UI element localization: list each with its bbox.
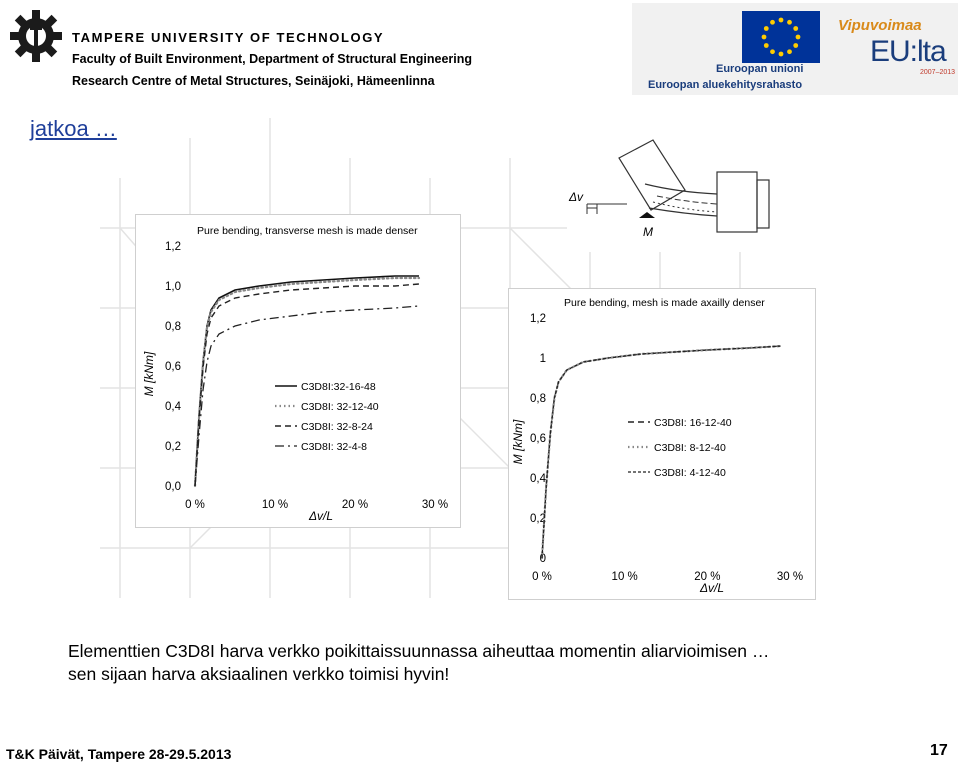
eu-star-icon <box>796 35 801 40</box>
x-tick-label: 0 % <box>185 499 205 511</box>
eulta-logo-text: EU:lta <box>870 35 946 68</box>
footer <box>0 734 960 768</box>
eu-star-icon <box>770 49 775 54</box>
legend-label: C3D8I: 4-12-40 <box>654 467 726 479</box>
eulta-years: 2007–2013 <box>920 69 956 76</box>
university-name: TAMPERE UNIVERSITY OF TECHNOLOGY <box>72 30 385 45</box>
y-tick-label: 0 <box>539 553 546 565</box>
x-tick-label: 20 % <box>341 499 369 511</box>
tut-gear-logo-icon <box>10 10 62 62</box>
eu-star-icon <box>762 35 767 40</box>
faculty-name: Faculty of Built Environment, Department of Structural Engineering <box>72 52 473 66</box>
eu-star-icon <box>793 26 798 31</box>
y-tick-label: 1,2 <box>530 313 546 325</box>
y-tick-label: 0,8 <box>165 321 181 333</box>
eu-star-icon <box>770 20 775 25</box>
page-number: 17 <box>930 742 948 759</box>
conclusion-text <box>68 640 769 686</box>
header-band <box>0 0 960 98</box>
y-tick-label: 0,2 <box>165 441 181 453</box>
moment-label: M <box>643 225 653 239</box>
chart-title: Pure bending, mesh is made axailly denser <box>564 297 765 309</box>
legend-label: C3D8I: 32-8-24 <box>301 421 373 433</box>
eu-union-label: Euroopan unioni <box>716 63 804 75</box>
x-tick-label: 20 % <box>694 571 721 583</box>
eu-star-icon <box>787 49 792 54</box>
y-tick-label: 0,0 <box>165 481 181 493</box>
chart-transverse-mesh <box>135 214 461 528</box>
legend-label: C3D8I: 32-4-8 <box>301 441 367 453</box>
legend-label: C3D8I: 16-12-40 <box>654 417 732 429</box>
event-label: T&K Päivät, Tampere 28-29.5.2013 <box>6 746 232 762</box>
eu-star-icon <box>793 43 798 48</box>
eu-funding-logos <box>632 3 958 95</box>
y-tick-label: 0,8 <box>530 393 546 405</box>
x-tick-label: 30 % <box>421 499 449 511</box>
vipuvoimaa-logo-text: Vipuvoimaa <box>838 17 922 34</box>
conclusion-line-1: Elementtien C3D8I harva verkko poikittaissuunnassa aiheuttaa momentin aliarvioimisen … <box>68 641 770 661</box>
slide-title: jatkoa … <box>30 116 117 141</box>
research-centre: Research Centre of Metal Structures, Seinäjoki, Hämeenlinna <box>72 74 435 88</box>
chart-frame <box>136 215 461 528</box>
x-tick-label: 10 % <box>261 499 289 511</box>
eu-star-icon <box>764 26 769 31</box>
legend-label: C3D8I: 32-12-40 <box>301 401 379 413</box>
y-tick-label: 0,6 <box>530 433 546 445</box>
legend-label: C3D8I: 8-12-40 <box>654 442 726 454</box>
legend-label: C3D8I:32-16-48 <box>301 381 376 393</box>
y-tick-label: 0,4 <box>530 473 546 485</box>
delta-v-label: Δv <box>569 190 584 204</box>
y-tick-label: 0,6 <box>165 361 181 373</box>
eu-flag-icon <box>742 11 820 63</box>
y-tick-label: 0,2 <box>530 513 546 525</box>
x-tick-label: 30 % <box>776 571 804 583</box>
chart-axial-mesh <box>508 288 816 600</box>
eu-star-icon <box>779 18 784 23</box>
x-axis-label: Δv/L <box>699 581 725 595</box>
y-tick-label: 1,2 <box>165 241 181 253</box>
beam-connection-diagram <box>567 132 797 252</box>
x-tick-label: 0 % <box>532 571 552 583</box>
y-tick-label: 0,4 <box>165 401 181 413</box>
x-axis-label: Δv/L <box>308 509 334 523</box>
y-axis-label: M [kNm] <box>511 419 525 465</box>
eu-star-icon <box>787 20 792 25</box>
x-tick-label: 10 % <box>611 571 638 583</box>
eu-star-icon <box>764 43 769 48</box>
y-axis-label: M [kNm] <box>142 351 156 397</box>
eu-fund-label: Euroopan aluekehitysrahasto <box>648 79 803 91</box>
eu-star-icon <box>779 52 784 57</box>
y-tick-label: 1,0 <box>165 281 181 293</box>
conclusion-line-2: sen sijaan harva aksiaalinen verkko toimisi hyvin! <box>68 664 450 684</box>
chart-title: Pure bending, transverse mesh is made denser <box>197 225 418 237</box>
y-tick-label: 1 <box>539 353 546 365</box>
